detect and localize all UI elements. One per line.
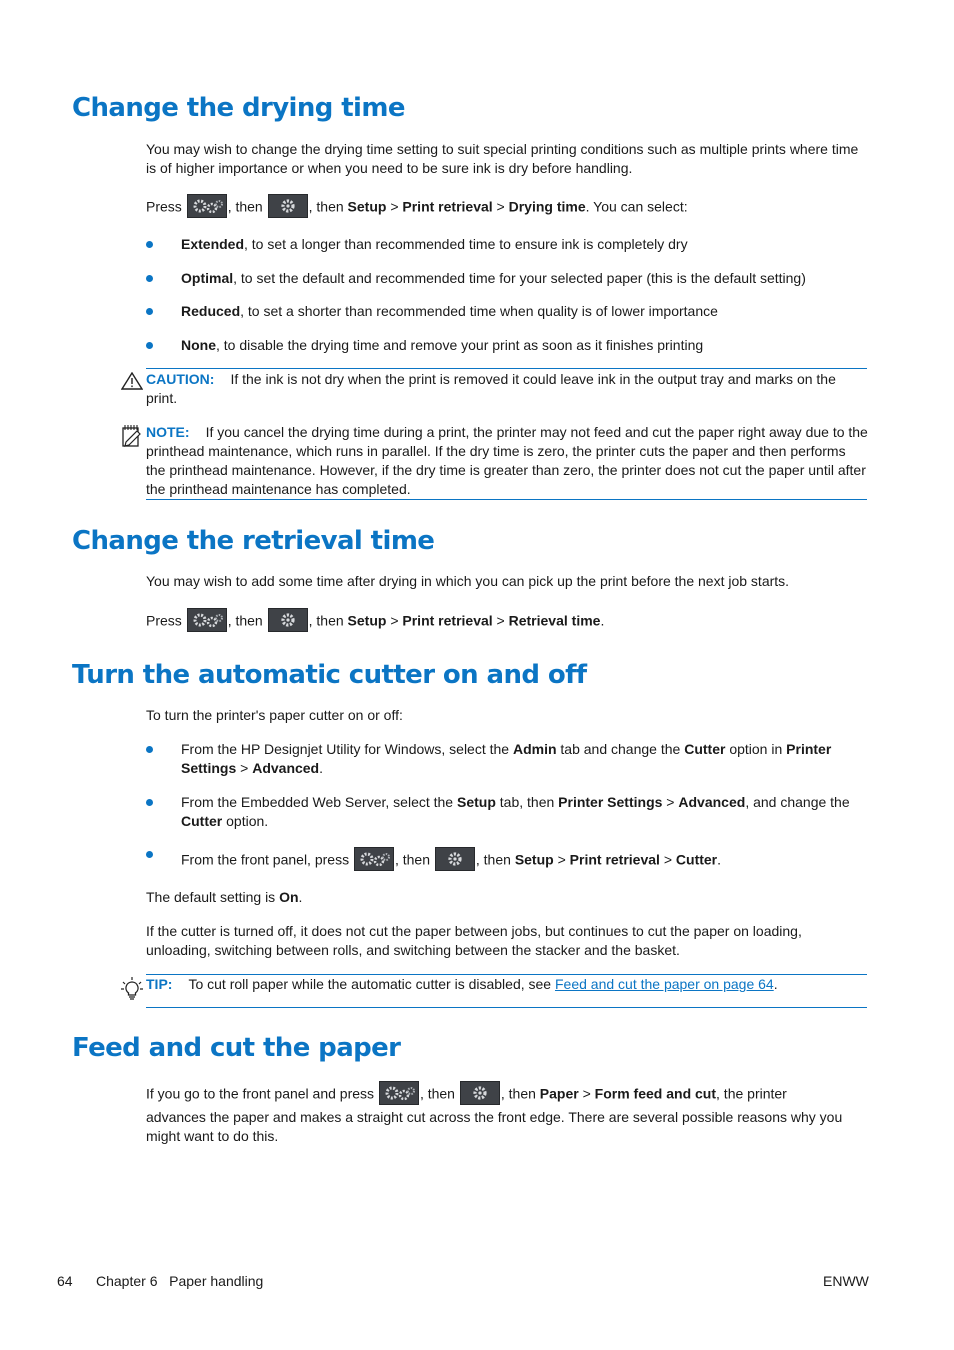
note-box [146, 423, 868, 499]
drying-press-line [146, 196, 868, 220]
tip-label: TIP: [146, 976, 173, 992]
then-text: , then [308, 198, 344, 215]
chapter-title: Chapter 6 Paper handling [96, 1273, 264, 1289]
feed-press-line: If you go to the front panel and press , then , then Paper > Form feed and cut, the printer [146, 1083, 868, 1107]
cutter-option-front-panel: From the front panel, press , then , then Setup > Print retrieval > Cutter. [181, 849, 871, 873]
tip-text: To cut roll paper while the automatic cutter is disabled, see [188, 976, 555, 992]
menu-setup: Setup [347, 612, 387, 629]
menu-retrieval-time: Retrieval time [508, 612, 601, 629]
menu-setup: Setup [347, 198, 387, 215]
note-bottom-rule [146, 499, 867, 500]
separator: > [390, 198, 399, 215]
cutter-option-utility: From the HP Designjet Utility for Windows, select the Admin tab and change the Cutter option in Printer Settings > Advanced. [181, 741, 832, 776]
settings-gears-icon[interactable] [379, 1081, 419, 1105]
note-text: If you cancel the drying time during a print, the printer may not feed and cut the paper right away due to the printhead maintenance, which runs in parallel. If the dry time is zero, the printer cuts the paper and then performs the printhead maintenance. However, if the dry time is greater than zero, the printer does not cut the paper until after the printhead maintenance has completed. [146, 424, 868, 497]
heading-change-retrieval-time: Change the retrieval time [72, 526, 435, 556]
tip-bottom-rule [146, 1007, 867, 1008]
caution-triangle-icon [121, 372, 143, 390]
option-none: None, to disable the drying time and remove your print as soon as it finishes printing [181, 337, 704, 353]
press-text: Press [146, 612, 182, 629]
separator: > [390, 612, 399, 629]
bullet-dot [146, 799, 153, 806]
option-reduced: Reduced, to set a shorter than recommended time when quality is of lower importance [181, 303, 718, 319]
option-optimal: Optimal, to set the default and recommended time for your selected paper (this is the default setting) [181, 270, 806, 286]
settings-gears-icon[interactable] [187, 194, 227, 218]
caution-box [146, 370, 868, 408]
cutter-default: The default setting is On. [146, 889, 303, 905]
footer-enww: ENWW [823, 1273, 869, 1289]
heading-feed-and-cut: Feed and cut the paper [72, 1033, 401, 1063]
separator: > [496, 198, 505, 215]
settings-gears-icon[interactable] [187, 608, 227, 632]
bullet-dot [146, 851, 153, 858]
feed-body: advances the paper and makes a straight cut across the front edge. There are several possible reasons why you might want to do this. [146, 1109, 843, 1144]
tip-box: TIP: To cut roll paper while the automatic cutter is disabled, see Feed and cut the paper on page 64. [146, 976, 778, 992]
caution-top-rule [146, 368, 867, 369]
then-text: , then [227, 612, 263, 629]
tip-lightbulb-icon [120, 976, 144, 1002]
bullet-dot [146, 342, 153, 349]
menu-print-retrieval: Print retrieval [402, 612, 493, 629]
note-label: NOTE: [146, 424, 190, 440]
page-number: 64 [57, 1273, 73, 1289]
heading-change-drying-time: Change the drying time [72, 93, 405, 123]
then-text: , then [227, 198, 263, 215]
option-extended: Extended, to set a longer than recommended time to ensure ink is completely dry [181, 236, 688, 252]
caution-text: If the ink is not dry when the print is removed it could leave ink in the output tray and marks on the print. [146, 371, 836, 406]
feed-and-cut-link[interactable]: Feed and cut the paper on page 64 [554, 976, 774, 992]
gear-icon[interactable] [268, 194, 308, 218]
menu-print-retrieval: Print retrieval [402, 198, 493, 215]
settings-gears-icon[interactable] [354, 847, 394, 871]
bullet-dot [146, 241, 153, 248]
cutter-body: If the cutter is turned off, it does not cut the paper between jobs, but continues to cut the paper on loading, unloading, switching between rolls, and switching between the stacker and the basket. [146, 923, 802, 958]
then-text: , then [308, 612, 344, 629]
gear-icon[interactable] [435, 847, 475, 871]
heading-automatic-cutter: Turn the automatic cutter on and off [72, 660, 587, 690]
retrieval-intro: You may wish to add some time after drying in which you can pick up the print before the next job starts. [146, 573, 790, 589]
separator: > [496, 612, 505, 629]
gear-icon[interactable] [268, 608, 308, 632]
drying-intro: You may wish to change the drying time setting to suit special printing conditions such as multiple prints where time is of higher importance or when you need to be sure ink is dry before handling. [146, 141, 859, 176]
retrieval-press-line [146, 610, 868, 634]
note-pad-icon [121, 424, 143, 448]
gear-icon[interactable] [460, 1081, 500, 1105]
menu-drying-time: Drying time [508, 198, 586, 215]
cutter-option-ews: From the Embedded Web Server, select the Setup tab, then Printer Settings > Advanced, and change the Cutter option. [181, 794, 850, 829]
bullet-dot [146, 308, 153, 315]
press-text: Press [146, 198, 182, 215]
tail-text: . You can select: [585, 198, 688, 215]
cutter-intro: To turn the printer's paper cutter on or off: [146, 707, 403, 723]
bullet-dot [146, 275, 153, 282]
caution-label: CAUTION: [146, 371, 215, 387]
bullet-dot [146, 746, 153, 753]
tail-text: . [600, 612, 605, 629]
